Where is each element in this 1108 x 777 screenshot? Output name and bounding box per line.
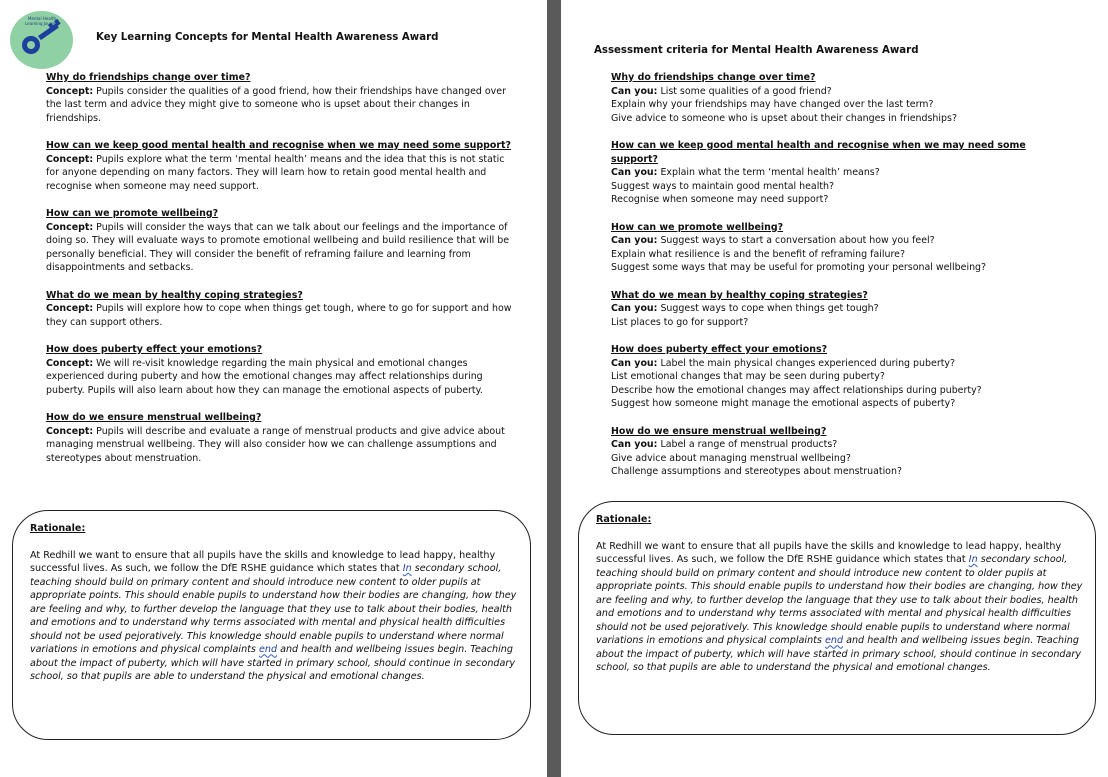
criteria-line: List places to go for support? <box>611 316 749 328</box>
rationale-intro: At Redhill we want to ensure that all pupils have the skills and knowledge to lead happy, healthy successful lives. As such, we follow the DfE RSHE guidance which states that <box>596 540 1062 566</box>
criteria-line <box>611 85 1051 99</box>
rationale-colon: : <box>81 523 86 534</box>
concept-label: Concept: <box>46 303 94 314</box>
assessment-list <box>611 71 1051 493</box>
concept-section <box>46 139 516 193</box>
concept-body: Pupils explore what the term ‘mental health’ means and the idea that this is not static for anyone depending on many factors. They will learn how to retain good mental health and recognise when someone may need support. <box>46 153 505 192</box>
can-you-label: Can you: <box>611 167 658 178</box>
concept-body: Pupils consider the qualities of a good friend, how their friendships have changed over the last term and advice they might give to someone who is upset about their changes in friendships. <box>46 85 506 124</box>
concept-label: Concept: <box>46 85 94 97</box>
criteria-text: List some qualities of a good friend? <box>660 85 832 97</box>
criteria-section <box>611 289 1051 330</box>
criteria-text: Label a range of menstrual products? <box>660 439 838 450</box>
concept-body: We will re-visit knowledge regarding the main physical and emotional changes experienced during puberty and how the emotional changes may affect relationships during puberty. Pupils will also learn about how they can manage the emotional aspects of puberty. <box>46 357 483 396</box>
left-page <box>0 0 547 777</box>
concept-label: Concept: <box>46 357 94 369</box>
can-you-label: Can you: <box>611 439 658 450</box>
section-question: How can we keep good mental health and recognise when we may need some support? <box>46 140 512 151</box>
section-question: How does puberty effect your emotions? <box>46 344 263 355</box>
rationale-quote: and health and wellbeing issues begin. Teaching about the impact of puberty, which will have started in primary school, should continue in secondary school, so that pupils are able to understand the physical and emotional changes. <box>30 644 516 683</box>
criteria-section <box>611 139 1051 207</box>
criteria-section <box>611 343 1051 411</box>
rationale-quote: and health and wellbeing issues begin. Teaching about the impact of puberty, which will have started in primary school, should continue in secondary school, so that pupils are able to understand the physical and emotional changes. <box>596 635 1082 674</box>
concept-section <box>46 411 516 465</box>
criteria-line: Recognise when someone may need support? <box>611 194 829 205</box>
section-question: Why do friendships change over time? <box>611 72 816 83</box>
criteria-line <box>611 438 1051 452</box>
section-question: How do we ensure menstrual wellbeing? <box>46 412 262 423</box>
criteria-section <box>611 425 1051 479</box>
concept-text <box>46 425 516 466</box>
criteria-text: Label the main physical changes experienced during puberty? <box>660 357 955 369</box>
rationale-heading <box>30 522 520 536</box>
concept-label: Concept: <box>46 425 94 437</box>
concept-text <box>46 85 516 126</box>
can-you-label: Can you: <box>611 85 658 97</box>
rationale-box <box>12 510 531 740</box>
section-question: What do we mean by healthy coping strategies? <box>46 289 303 301</box>
can-you-label: Can you: <box>611 235 658 246</box>
rationale-box <box>578 501 1096 735</box>
rationale-colon: : <box>647 514 652 525</box>
school-logo <box>10 11 73 69</box>
criteria-section <box>611 71 1051 125</box>
section-question: How do we ensure menstrual wellbeing? <box>611 425 827 437</box>
criteria-line <box>611 234 1051 248</box>
concept-text <box>46 153 516 194</box>
criteria-line: Suggest how someone might manage the emotional aspects of puberty? <box>611 398 956 409</box>
concept-text <box>46 357 516 398</box>
concept-body: Pupils will explore how to cope when things get tough, where to go for support and how they can support others. <box>46 303 512 328</box>
rationale-text <box>30 549 520 684</box>
right-page <box>561 0 1108 777</box>
rationale-intro: At Redhill we want to ensure that all pupils have the skills and knowledge to lead happy, healthy successful lives. As such, we follow the DfE RSHE guidance which states that <box>30 549 496 575</box>
criteria-line: Suggest ways to maintain good mental health? <box>611 180 835 192</box>
section-question: How can we keep good mental health and recognise when we may need some support? <box>611 140 1026 165</box>
rationale-text <box>596 540 1086 675</box>
concept-body: Pupils will consider the ways that can we talk about our feelings and the importance of doing so. They will evaluate ways to promote emotional wellbeing and build resilience that will be personally beneficial. They will consider the benefit of reframing failure and learning from disappointments and setbacks. <box>46 221 510 273</box>
criteria-text: Suggest ways to cope when things get tough? <box>660 303 879 314</box>
rationale-title: Rationale <box>30 523 82 534</box>
can-you-label: Can you: <box>611 357 658 369</box>
section-question: Why do friendships change over time? <box>46 72 251 83</box>
criteria-line: Describe how the emotional changes may affect relationships during puberty? <box>611 384 982 396</box>
criteria-line: Explain what resilience is and the benefit of reframing failure? <box>611 248 905 260</box>
criteria-line: Give advice about managing menstrual wellbeing? <box>611 452 851 464</box>
concepts-list <box>46 71 516 479</box>
concept-section <box>46 343 516 397</box>
concept-section <box>46 71 516 125</box>
spelling-flag: In <box>968 554 978 566</box>
page-divider <box>547 0 561 777</box>
criteria-line <box>611 166 1051 180</box>
criteria-line: List emotional changes that may be seen during puberty? <box>611 371 885 382</box>
criteria-line: Challenge assumptions and stereotypes about menstruation? <box>611 466 902 477</box>
section-question: How can we promote wellbeing? <box>46 208 219 219</box>
page-title: Key Learning Concepts for Mental Health Awareness Award <box>96 32 439 43</box>
concept-label: Concept: <box>46 153 94 165</box>
page-title: Assessment criteria for Mental Health Awareness Award <box>594 45 919 56</box>
criteria-text: Explain what the term ‘mental health’ means? <box>660 167 880 178</box>
concept-text <box>46 221 516 275</box>
criteria-line <box>611 357 1051 371</box>
rationale-heading <box>596 513 1086 527</box>
rationale-title: Rationale <box>596 514 648 525</box>
spelling-flag: end <box>824 635 844 647</box>
rationale-quote: secondary school, teaching should build on primary content and should introduce new content to older pupils at appropriate points. This should enable pupils to understand how their bodies are changing, how they are feeling and why, to further develop the language that they use to talk about their bodies, health and emotions and to understand why terms associated with mental and physical health difficulties should not be used pejoratively. This knowledge should enable pupils to understand where normal variations in emotions and physical complaints <box>30 563 517 656</box>
rationale-quote: secondary school, teaching should build on primary content and should introduce new content to older pupils at appropriate points. This should enable pupils to understand how their bodies are changing, how they are feeling and why, to further develop the language that they use to talk about their bodies, health and emotions and to understand why terms associated with mental and physical health difficulties should not be used pejoratively. This knowledge should enable pupils to understand where normal variations in emotions and physical complaints <box>596 554 1083 647</box>
spelling-flag: end <box>258 644 278 656</box>
section-question: What do we mean by healthy coping strategies? <box>611 289 868 301</box>
logo-text: Mental Health Learning Journey <box>25 16 59 26</box>
concept-label: Concept: <box>46 221 94 233</box>
criteria-line <box>611 302 1051 316</box>
concept-text <box>46 302 516 329</box>
concept-section <box>46 207 516 275</box>
section-question: How does puberty effect your emotions? <box>611 344 828 355</box>
criteria-line: Suggest some ways that may be useful for promoting your personal wellbeing? <box>611 262 987 273</box>
section-question: How can we promote wellbeing? <box>611 221 784 233</box>
can-you-label: Can you: <box>611 303 658 314</box>
spelling-flag: In <box>402 563 412 575</box>
criteria-text: Suggest ways to start a conversation about how you feel? <box>660 235 935 246</box>
concept-section <box>46 289 516 330</box>
concept-body: Pupils will describe and evaluate a range of menstrual products and give advice about managing menstrual wellbeing. They will also consider how we can challenge assumptions and stereotypes about menstruation. <box>46 425 505 464</box>
criteria-line: Explain why your friendships may have changed over the last term? <box>611 99 934 110</box>
criteria-line: Give advice to someone who is upset about their changes in friendships? <box>611 112 957 124</box>
criteria-section <box>611 221 1051 275</box>
